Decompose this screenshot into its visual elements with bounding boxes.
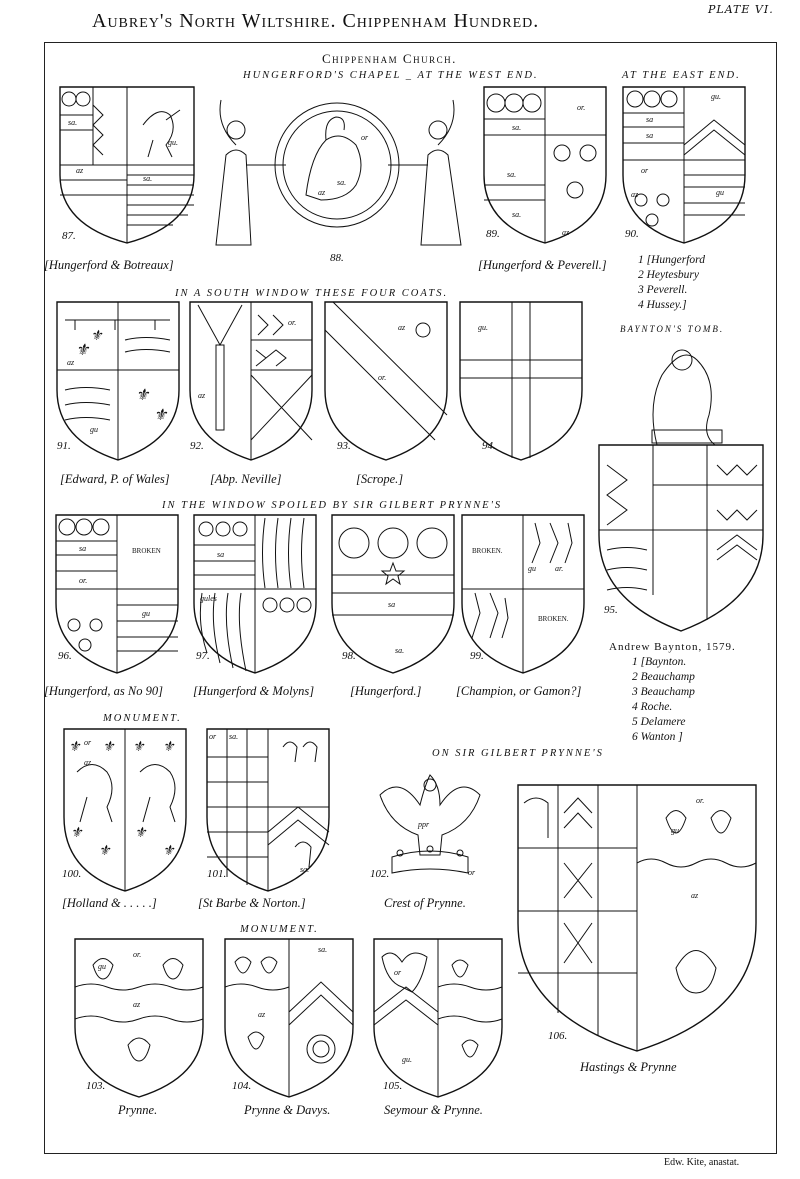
shield-number: 105.: [383, 1080, 403, 1092]
svg-text:az: az: [318, 188, 326, 197]
shield-number: 100.: [62, 868, 82, 880]
badge-88: [206, 85, 468, 250]
section-church: Chippenham Church.: [322, 51, 457, 66]
shield-92: [188, 300, 316, 462]
svg-text:⚜: ⚜: [134, 826, 147, 841]
shield-number: 106.: [548, 1030, 568, 1042]
section-monument-2: MONUMENT.: [240, 924, 319, 935]
shield-number: 90.: [625, 228, 639, 240]
svg-text:gu: gu: [671, 826, 679, 835]
svg-text:⚜: ⚜: [153, 407, 168, 424]
svg-text:⚜: ⚜: [70, 826, 83, 841]
section-south-window: IN A SOUTH WINDOW THESE FOUR COATS.: [175, 288, 449, 299]
caption-100: [Holland & . . . . .]: [62, 896, 157, 910]
section-spoiled-window: IN THE WINDOW SPOILED BY SIR GILBERT PRYNNE'S: [162, 500, 503, 511]
svg-text:BROKEN.: BROKEN.: [538, 615, 569, 623]
caption-101: [St Barbe & Norton.]: [198, 896, 306, 910]
svg-text:⚜: ⚜: [98, 844, 111, 859]
svg-text:gu.: gu.: [711, 92, 721, 101]
shield-103: [73, 937, 207, 1099]
section-west-chapel: HUNGERFORD'S CHAPEL _ AT THE WEST END.: [243, 70, 539, 81]
svg-text:sa.: sa.: [318, 945, 328, 954]
svg-text:or: or: [394, 968, 402, 977]
svg-text:⚜: ⚜: [90, 329, 103, 344]
svg-text:az: az: [67, 358, 75, 367]
svg-text:az: az: [258, 1010, 266, 1019]
shield-104: [223, 937, 357, 1099]
svg-text:sa: sa: [388, 600, 396, 609]
svg-text:sa.: sa.: [512, 123, 522, 132]
shield-95: [597, 335, 767, 635]
shield-number: 102.: [370, 868, 390, 880]
shield-90: [621, 85, 749, 245]
svg-text:or.: or.: [577, 103, 586, 112]
svg-text:gu.: gu.: [478, 323, 488, 332]
section-on-sir-gilbert: ON SIR GILBERT PRYNNE'S: [432, 748, 604, 759]
east-end-list: 1 [Hungerford 2 Heytesbury 3 Peverell. 4 Hussey.]: [638, 254, 705, 311]
svg-text:⚜: ⚜: [135, 387, 150, 404]
shield-87: [58, 85, 198, 245]
caption-96: [Hungerford, as No 90]: [44, 684, 163, 698]
svg-text:or.: or.: [288, 318, 297, 327]
svg-text:BROKEN: BROKEN: [132, 547, 161, 555]
shield-number: 98.: [342, 650, 356, 662]
shield-number: 101.: [207, 868, 227, 880]
shield-number: 99.: [470, 650, 484, 662]
caption-98: [Hungerford.]: [350, 684, 422, 698]
shield-number: 104.: [232, 1080, 252, 1092]
svg-text:sa: sa: [646, 131, 654, 140]
caption-97: [Hungerford & Molyns]: [193, 684, 315, 698]
svg-text:sa.: sa.: [300, 865, 310, 874]
svg-text:gules: gules: [200, 594, 217, 603]
svg-text:sa: sa: [79, 544, 87, 553]
caption-102: Crest of Prynne.: [384, 896, 466, 910]
svg-text:gu: gu: [716, 188, 724, 197]
svg-text:az: az: [691, 891, 699, 900]
svg-text:⚜: ⚜: [132, 740, 145, 755]
svg-text:sa.: sa.: [143, 174, 153, 183]
svg-text:az: az: [76, 166, 84, 175]
svg-text:or.: or.: [696, 796, 705, 805]
caption-99: [Champion, or Gamon?]: [456, 684, 582, 698]
svg-text:az: az: [398, 323, 406, 332]
caption-105: Seymour & Prynne.: [384, 1103, 483, 1117]
baynton-name: Andrew Baynton, 1579.: [609, 641, 736, 653]
svg-text:sa.: sa.: [229, 732, 239, 741]
shield-number: 93.: [337, 440, 351, 452]
shield-97: [192, 513, 320, 675]
shield-number: 88.: [330, 252, 344, 264]
shield-93: [323, 300, 451, 462]
shield-number: 96.: [58, 650, 72, 662]
svg-text:ar.: ar.: [555, 564, 564, 573]
caption-91: [Edward, P. of Wales]: [60, 472, 170, 486]
svg-text:ppr: ppr: [418, 820, 430, 829]
svg-text:sa.: sa.: [68, 118, 78, 127]
svg-text:or.: or.: [133, 950, 142, 959]
svg-text:az: az: [84, 758, 92, 767]
svg-text:⚜: ⚜: [102, 740, 115, 755]
svg-text:az: az: [133, 1000, 141, 1009]
svg-text:gu: gu: [98, 962, 106, 971]
shield-number: 103.: [86, 1080, 106, 1092]
svg-text:az: az: [562, 228, 570, 237]
svg-text:sa.: sa.: [512, 210, 522, 219]
svg-text:gu: gu: [90, 425, 98, 434]
svg-text:⚜: ⚜: [68, 740, 81, 755]
shield-96: [54, 513, 182, 675]
shield-89: [482, 85, 610, 245]
svg-text:az: az: [198, 391, 206, 400]
shield-106: [516, 783, 760, 1053]
caption-89: [Hungerford & Peverell.]: [478, 258, 607, 272]
svg-text:or: or: [84, 738, 92, 747]
shield-number: 91.: [57, 440, 71, 452]
svg-text:or: or: [209, 732, 217, 741]
plate-title: Aubrey's North Wiltshire. Chippenham Hundred.: [92, 10, 540, 32]
svg-text:sa.: sa.: [507, 170, 517, 179]
engraver-credit: Edw. Kite, anastat.: [664, 1157, 740, 1168]
section-east-end: AT THE EAST END.: [622, 70, 741, 81]
svg-text:gu.: gu.: [168, 138, 178, 147]
caption-104: Prynne & Davys.: [244, 1103, 331, 1117]
caption-87: [Hungerford & Botreaux]: [44, 258, 174, 272]
svg-text:sa: sa: [646, 115, 654, 124]
caption-103: Prynne.: [118, 1103, 158, 1117]
shield-number: 92.: [190, 440, 204, 452]
svg-text:or.: or.: [79, 576, 88, 585]
crest-102: [370, 765, 490, 885]
svg-text:⚜: ⚜: [162, 844, 175, 859]
shield-number: 94.: [482, 440, 496, 452]
svg-text:sa.: sa.: [395, 646, 405, 655]
svg-text:az: az: [631, 190, 639, 199]
svg-text:or.: or.: [378, 373, 387, 382]
svg-text:gu: gu: [528, 564, 536, 573]
svg-text:sa.: sa.: [337, 178, 347, 187]
plate-number: PLATE VI.: [708, 3, 774, 16]
shield-number: 89.: [486, 228, 500, 240]
shield-number: 97.: [196, 650, 210, 662]
svg-text:BROKEN.: BROKEN.: [472, 547, 503, 555]
svg-text:gu.: gu.: [402, 1055, 412, 1064]
shield-105: [372, 937, 506, 1099]
svg-text:⚜: ⚜: [75, 342, 90, 359]
section-monument-1: MONUMENT.: [103, 713, 182, 724]
shield-number: 95.: [604, 604, 618, 616]
section-baynton-tomb: BAYNTON'S TOMB.: [620, 324, 725, 334]
svg-text:⚜: ⚜: [162, 740, 175, 755]
shield-91: [55, 300, 183, 462]
caption-106: Hastings & Prynne: [580, 1060, 677, 1074]
svg-text:gu: gu: [142, 609, 150, 618]
svg-text:or: or: [641, 166, 649, 175]
svg-text:or: or: [361, 133, 369, 142]
caption-92: [Abp. Neville]: [210, 472, 282, 486]
caption-93: [Scrope.]: [356, 472, 404, 486]
baynton-list: 1 [Baynton. 2 Beauchamp 3 Beauchamp 4 Roche. 5 Delamere 6 Wanton ]: [632, 656, 695, 743]
shield-94: [458, 300, 586, 462]
svg-text:or: or: [468, 868, 476, 877]
shield-number: 87.: [62, 230, 76, 242]
svg-text:sa: sa: [217, 550, 225, 559]
